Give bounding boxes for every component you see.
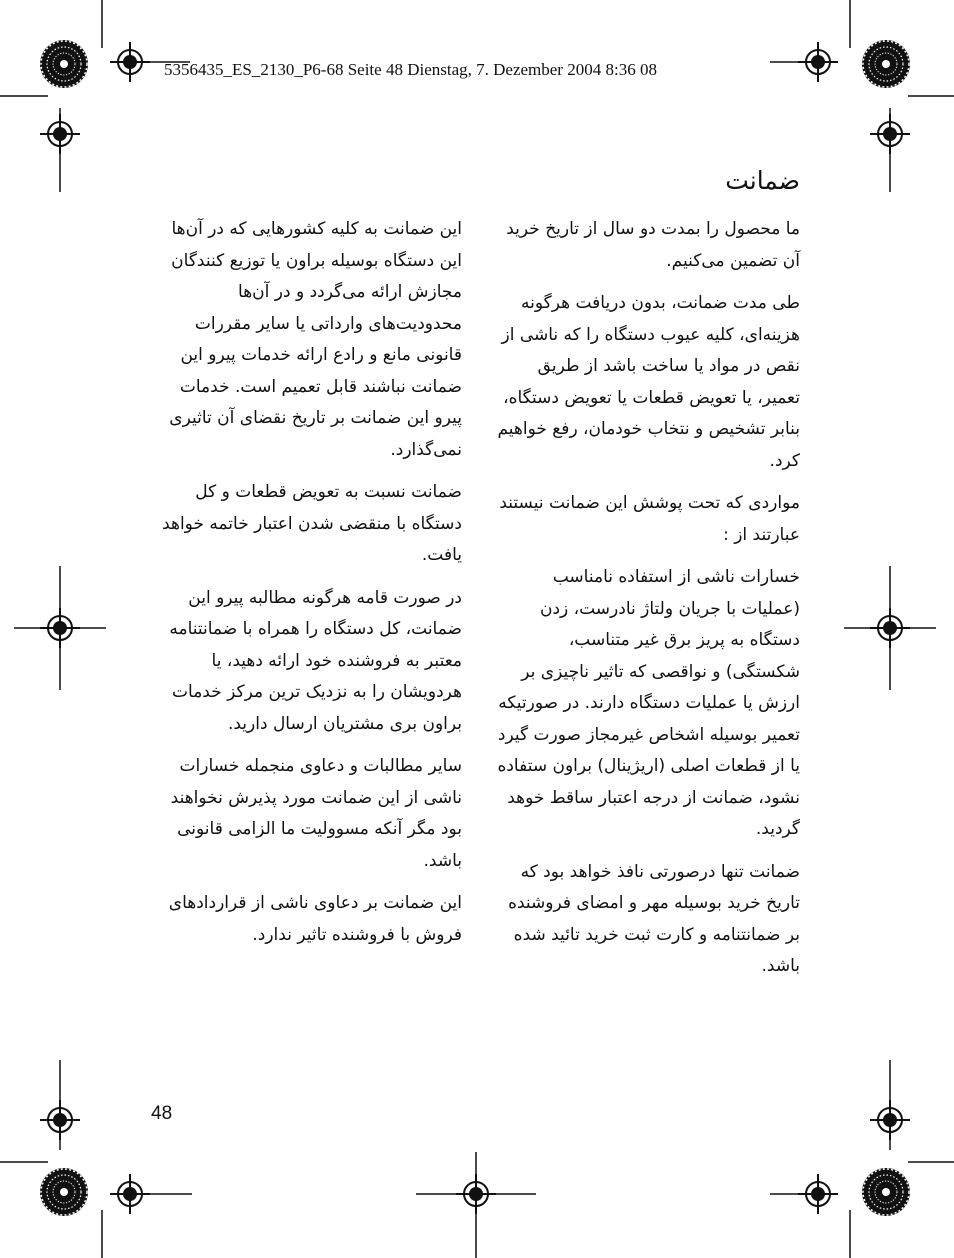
- paragraph: این ضمانت به کلیه کشورهایی که در آن‌ها این دستگاه بوسیله براون یا توزیع کنندگان مجازش ارائه می‌گردد و در آن‌ها محدودیت‌های وارداتی یا سایر مقررات قانونی مانع و رادع ارائه خدمات پیرو این ضمانت نباشند قابل تعمیم است. خدمات پیرو این ضمانت بر تاریخ نقضای آن تاثیری نمی‌گذارد.: [169, 219, 462, 460]
- print-header: 5356435_ES_2130_P6-68 Seite 48 Dienstag, 7. Dezember 2004 8:36 08: [164, 60, 657, 79]
- paragraph: سایر مطالبات و دعاوی منجمله خسارات ناشی از این ضمانت مورد پذیرش نخواهند بود مگر آنکه مسوولیت ما الزامی قانونی باشد.: [170, 756, 462, 871]
- left-column: [162, 214, 462, 962]
- paragraph: ضمانت تنها درصورتی نافذ خواهد بود که تاریخ خرید بوسیله مهر و امضای فروشنده بر ضمانتنامه و کارت ثبت خرید تائید شده باشد.: [508, 861, 800, 976]
- page-title: ضمانت: [725, 166, 800, 195]
- paragraph: این ضمانت بر دعاوی ناشی از قراردادهای فروش با فروشنده تاثیر ندارد.: [168, 893, 462, 945]
- page-number: 48: [151, 1103, 173, 1124]
- paragraph: در صورت قامه هرگونه مطالبه پیرو این ضمانت، کل دستگاه را همراه با ضمانتنامه معتبر به فروشنده خود ارائه دهید، یا هردویشان را به نزدیک ترین مرکز خدمات براون بری مشتریان ارسال دارید.: [169, 587, 462, 734]
- paragraph: خسارات ناشی از استفاده نامناسب (عملیات با جریان ولتاژ نادرست، زدن دستگاه به پریز برق غیر متناسب، شکستگی) و نواقصی که تاثیر ناچیزی بر ارزش یا عملیات دستگاه دارند. در صورتیکه تعمیر بوسیله اشخاص غیرمجاز صورت گیرد یا از قطعات اصلی (اریژینال) براون ستفاده نشود، ضمانت از درجه اعتبار ساقط خوهد گردید.: [497, 567, 800, 839]
- paragraph: مواردی که تحت پوشش این ضمانت نیستند عبارتند از :: [499, 493, 800, 545]
- paragraph: ضمانت نسبت به تعویض قطعات و کل دستگاه با منقضی شدن اعتبار خاتمه خواهد یافت.: [162, 482, 462, 565]
- paragraph: ما محصول را بمدت دو سال از تاریخ خرید آن تضمین می‌کنیم.: [506, 219, 800, 271]
- paragraph: طی مدت ضمانت، بدون دریافت هرگونه هزینه‌ای، کلیه عیوب دستگاه را که ناشی از نقص در مواد یا ساخت باشد از طریق تعمیر، یا تعویض قطعات یا تعویض دستگاه، بنابر تشخیص و نتخاب خودمان، رفع خواهیم کرد.: [497, 293, 800, 471]
- right-column: [495, 214, 800, 994]
